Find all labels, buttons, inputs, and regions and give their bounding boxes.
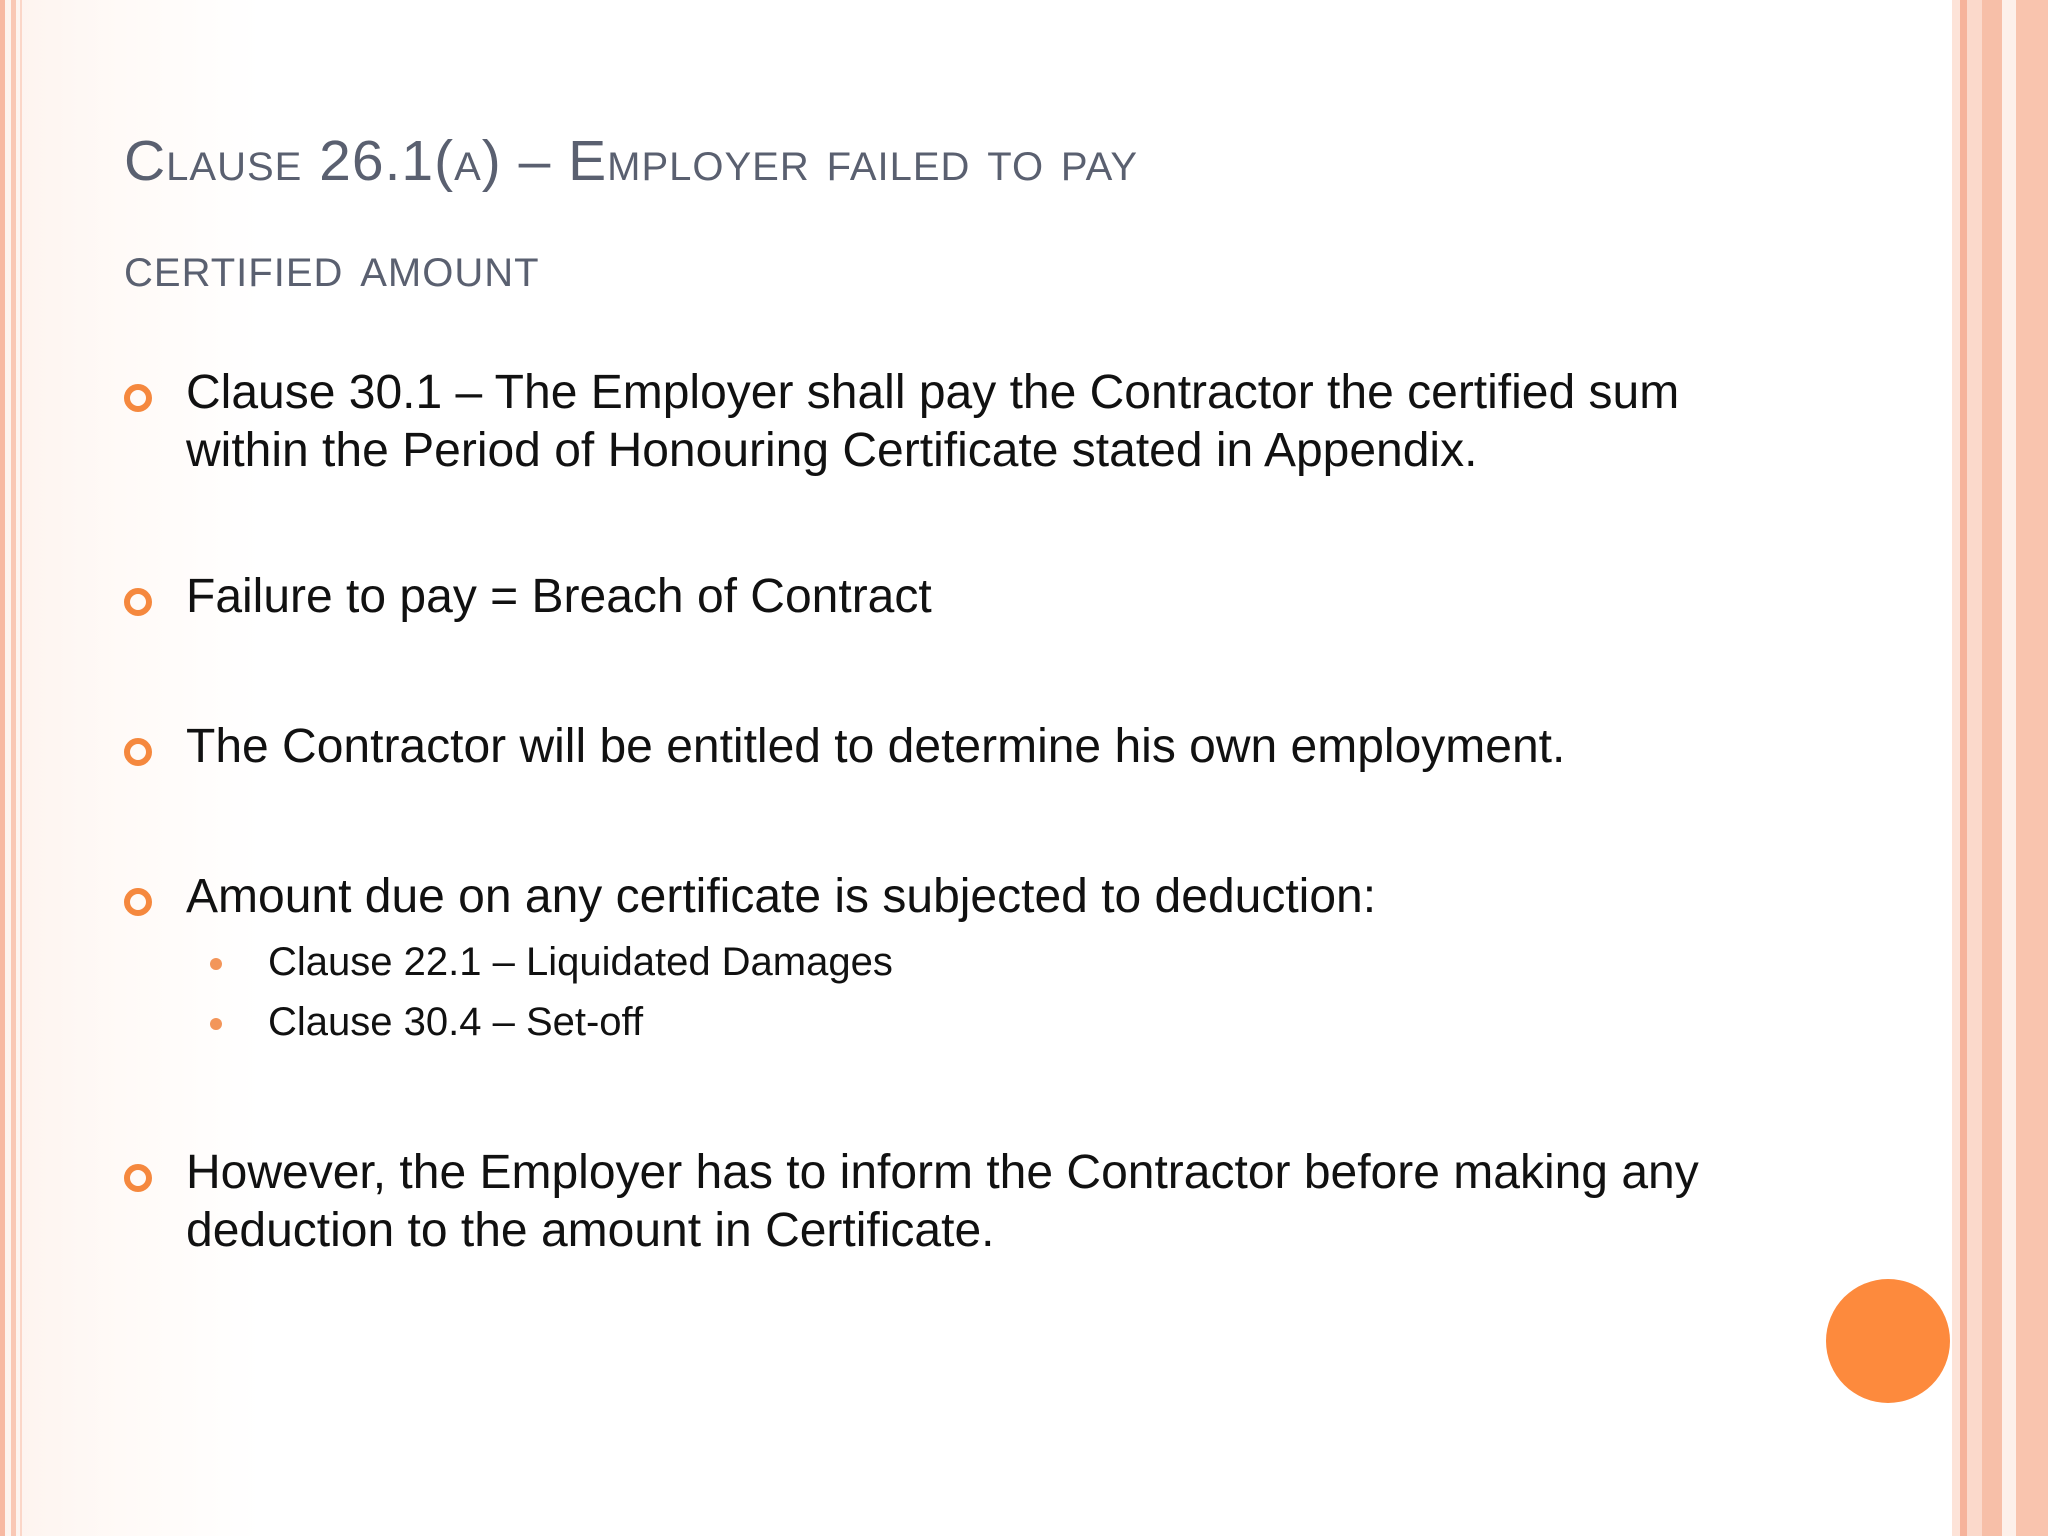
bullet-item: [124, 868, 1804, 1052]
right-border-stripe: [1952, 0, 1960, 1536]
slide-title-line-2: certified amount: [124, 235, 540, 299]
sub-bullet-text: Clause 30.4 – Set-off: [268, 1000, 644, 1044]
ring-bullet-icon: [124, 1164, 152, 1192]
dot-bullet-icon: [210, 1018, 222, 1030]
dot-bullet-icon: [210, 958, 222, 970]
bullet-item: [124, 568, 1804, 626]
left-border-stripe: [20, 0, 22, 1536]
sub-bullet-list: [186, 932, 1804, 1052]
right-border-stripe: [2016, 0, 2048, 1536]
left-border-stripe: [0, 0, 5, 1536]
right-border-stripe: [2002, 0, 2016, 1536]
bullet-list: [124, 364, 1804, 1260]
right-border-stripe: [1967, 0, 1982, 1536]
ring-bullet-icon: [124, 738, 152, 766]
right-border-stripe: [1982, 0, 2002, 1536]
slide-title: [124, 108, 1824, 320]
bullet-text: However, the Employer has to inform the Contractor before making any deduction to the amount in Certificate.: [186, 1146, 1699, 1257]
bullet-text: Clause 30.1 – The Employer shall pay the Contractor the certified sum within the Period of Honouring Certificate stated in Appendix.: [186, 366, 1680, 477]
sub-bullet-item: [186, 992, 1804, 1052]
ring-bullet-icon: [124, 888, 152, 916]
sub-bullet-text: Clause 22.1 – Liquidated Damages: [268, 940, 893, 984]
ring-bullet-icon: [124, 384, 152, 412]
bullet-text: Amount due on any certificate is subjected to deduction:: [186, 870, 1377, 923]
bullet-text: Failure to pay = Breach of Contract: [186, 570, 932, 623]
right-border-stripe: [1960, 0, 1967, 1536]
sub-bullet-item: [186, 932, 1804, 992]
decorative-orange-circle: [1826, 1279, 1950, 1403]
bullet-item: [124, 1144, 1804, 1260]
bullet-item: [124, 718, 1804, 776]
ring-bullet-icon: [124, 588, 152, 616]
left-border-stripe: [11, 0, 16, 1536]
bullet-item: [124, 364, 1804, 480]
slide-title-line-1: Clause 26.1(a) – Employer failed to pay: [124, 129, 1139, 193]
bullet-text: The Contractor will be entitled to determine his own employment.: [186, 720, 1566, 773]
